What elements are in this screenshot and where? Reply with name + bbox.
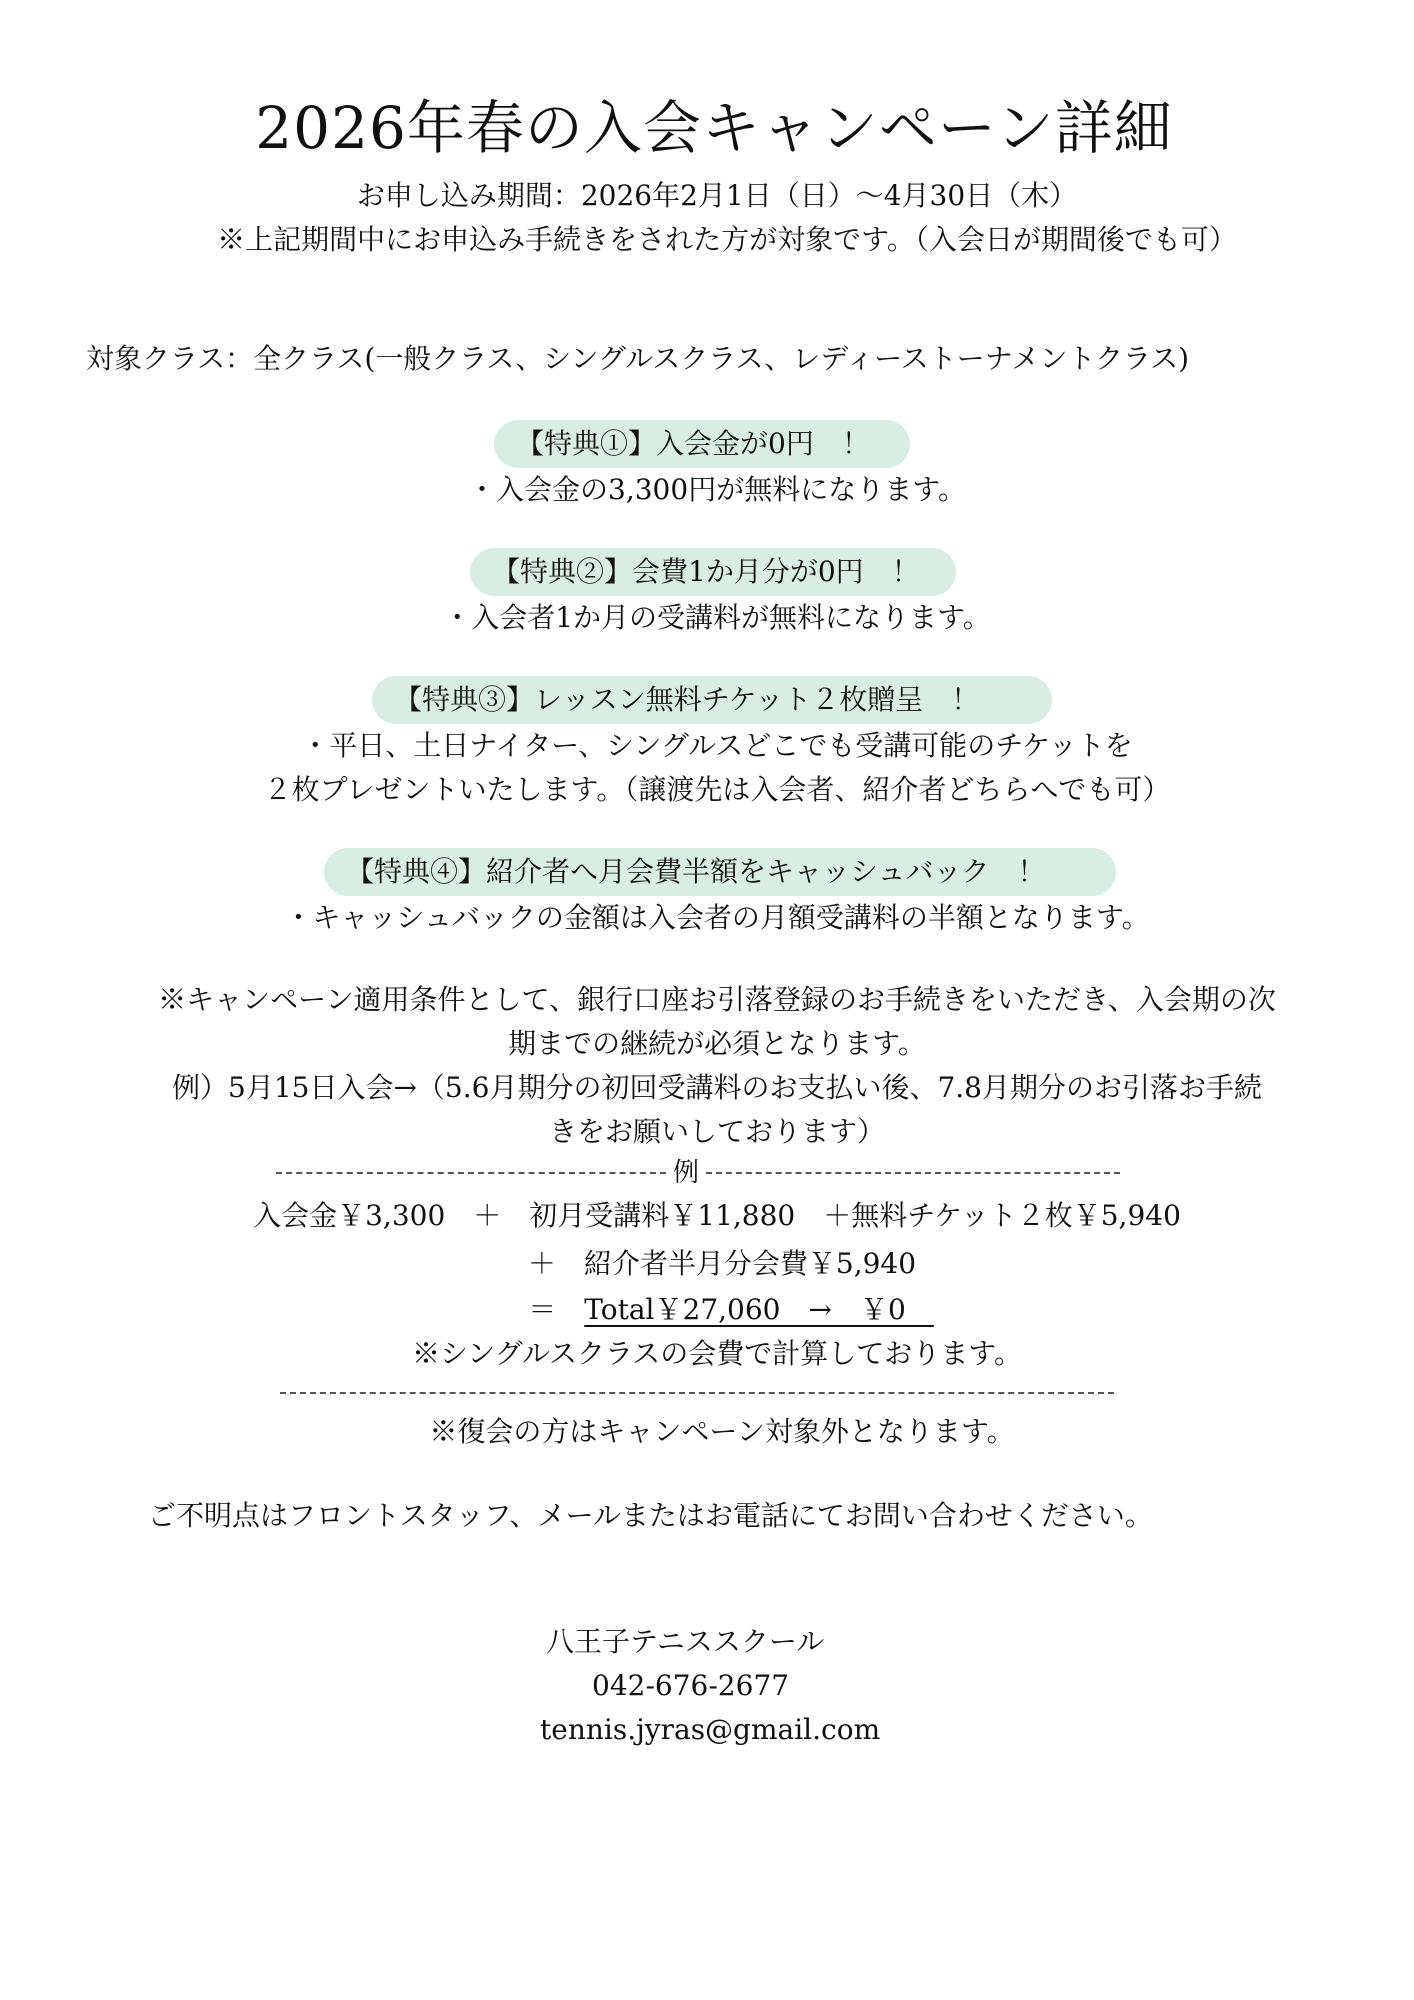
benefit-3-heading: 【特典③】レッスン無料チケット２枚贈呈 ！ [372,676,1052,724]
example-note: ※シングルスクラスの会費で計算しております。 [412,1337,1022,1370]
benefit-3-line-1: ・平日、土日ナイター、シングルスどこでも受講可能のチケットを [301,729,1133,762]
benefit-2-line-1: ・入会者1か月の受講料が無料になります。 [443,601,991,634]
example-divider-right-rule [706,1172,1120,1174]
conditions-line-4: きをお願いしております） [548,1115,885,1148]
application-period: お申し込み期間：2026年2月1日（日）～4月30日（木） [356,179,1078,212]
example-line-2: ＋ 紹介者半月分会費￥5,940 [527,1247,917,1280]
conditions-line-2: 期までの継続が必須となります。 [508,1027,926,1060]
period-note: ※上記期間中にお申込み手続きをされた方が対象です。（入会日が期間後でも可） [217,223,1237,256]
example-line-1: 入会金￥3,300 ＋ 初月受講料￥11,880 ＋無料チケット２枚￥5,940 [253,1199,1181,1232]
example-divider-label: 例 [672,1158,699,1188]
target-classes: 対象クラス：全クラス(一般クラス、シングルスクラス、レディーストーナメントクラス) [86,342,1190,375]
benefit-2 [0,548,1414,596]
closing-divider [280,1392,1114,1394]
example-total: Total￥27,060 → ￥0 [584,1293,934,1326]
benefit-1 [0,420,1414,468]
conditions-line-1: ※キャンペーン適用条件として、銀行口座お引落登録のお手続きをいただき、入会期の次 [158,983,1276,1016]
rejoin-note: ※復会の方はキャンペーン対象外となります。 [429,1415,1015,1448]
benefit-2-heading: 【特典②】会費1か月分が0円 ！ [470,548,956,596]
benefit-4 [0,848,1414,896]
example-total-row [0,1290,1414,1330]
benefit-1-heading: 【特典①】入会金が0円 ！ [494,420,910,468]
benefit-4-line-1: ・キャッシュバックの金額は入会者の月額受講料の半額となります。 [284,901,1150,934]
school-name: 八王子テニススクール [546,1625,825,1658]
benefit-1-line-1: ・入会金の3,300円が無料になります。 [468,473,966,506]
page-title: 2026年春の入会キャンペーン詳細 [255,94,1173,162]
contact-note: ご不明点はフロントスタッフ、メールまたはお電話にてお問い合わせください。 [148,1499,1153,1532]
school-phone: 042-676-2677 [592,1669,790,1702]
school-email: tennis.jyras@gmail.com [540,1713,881,1746]
example-total-prefix: ＝ [528,1293,585,1326]
benefit-3-line-2: ２枚プレゼントいたします。（譲渡先は入会者、紹介者どちらへでも可） [263,773,1171,806]
conditions-line-3: 例）5月15日入会→（5.6月期分の初回受講料のお支払い後、7.8月期分のお引落お手続 [172,1071,1262,1104]
example-divider-left-rule [276,1172,666,1174]
example-divider [0,1158,1414,1188]
benefit-4-heading: 【特典④】紹介者へ月会費半額をキャッシュバック ！ [324,848,1116,896]
benefit-3 [0,676,1414,724]
